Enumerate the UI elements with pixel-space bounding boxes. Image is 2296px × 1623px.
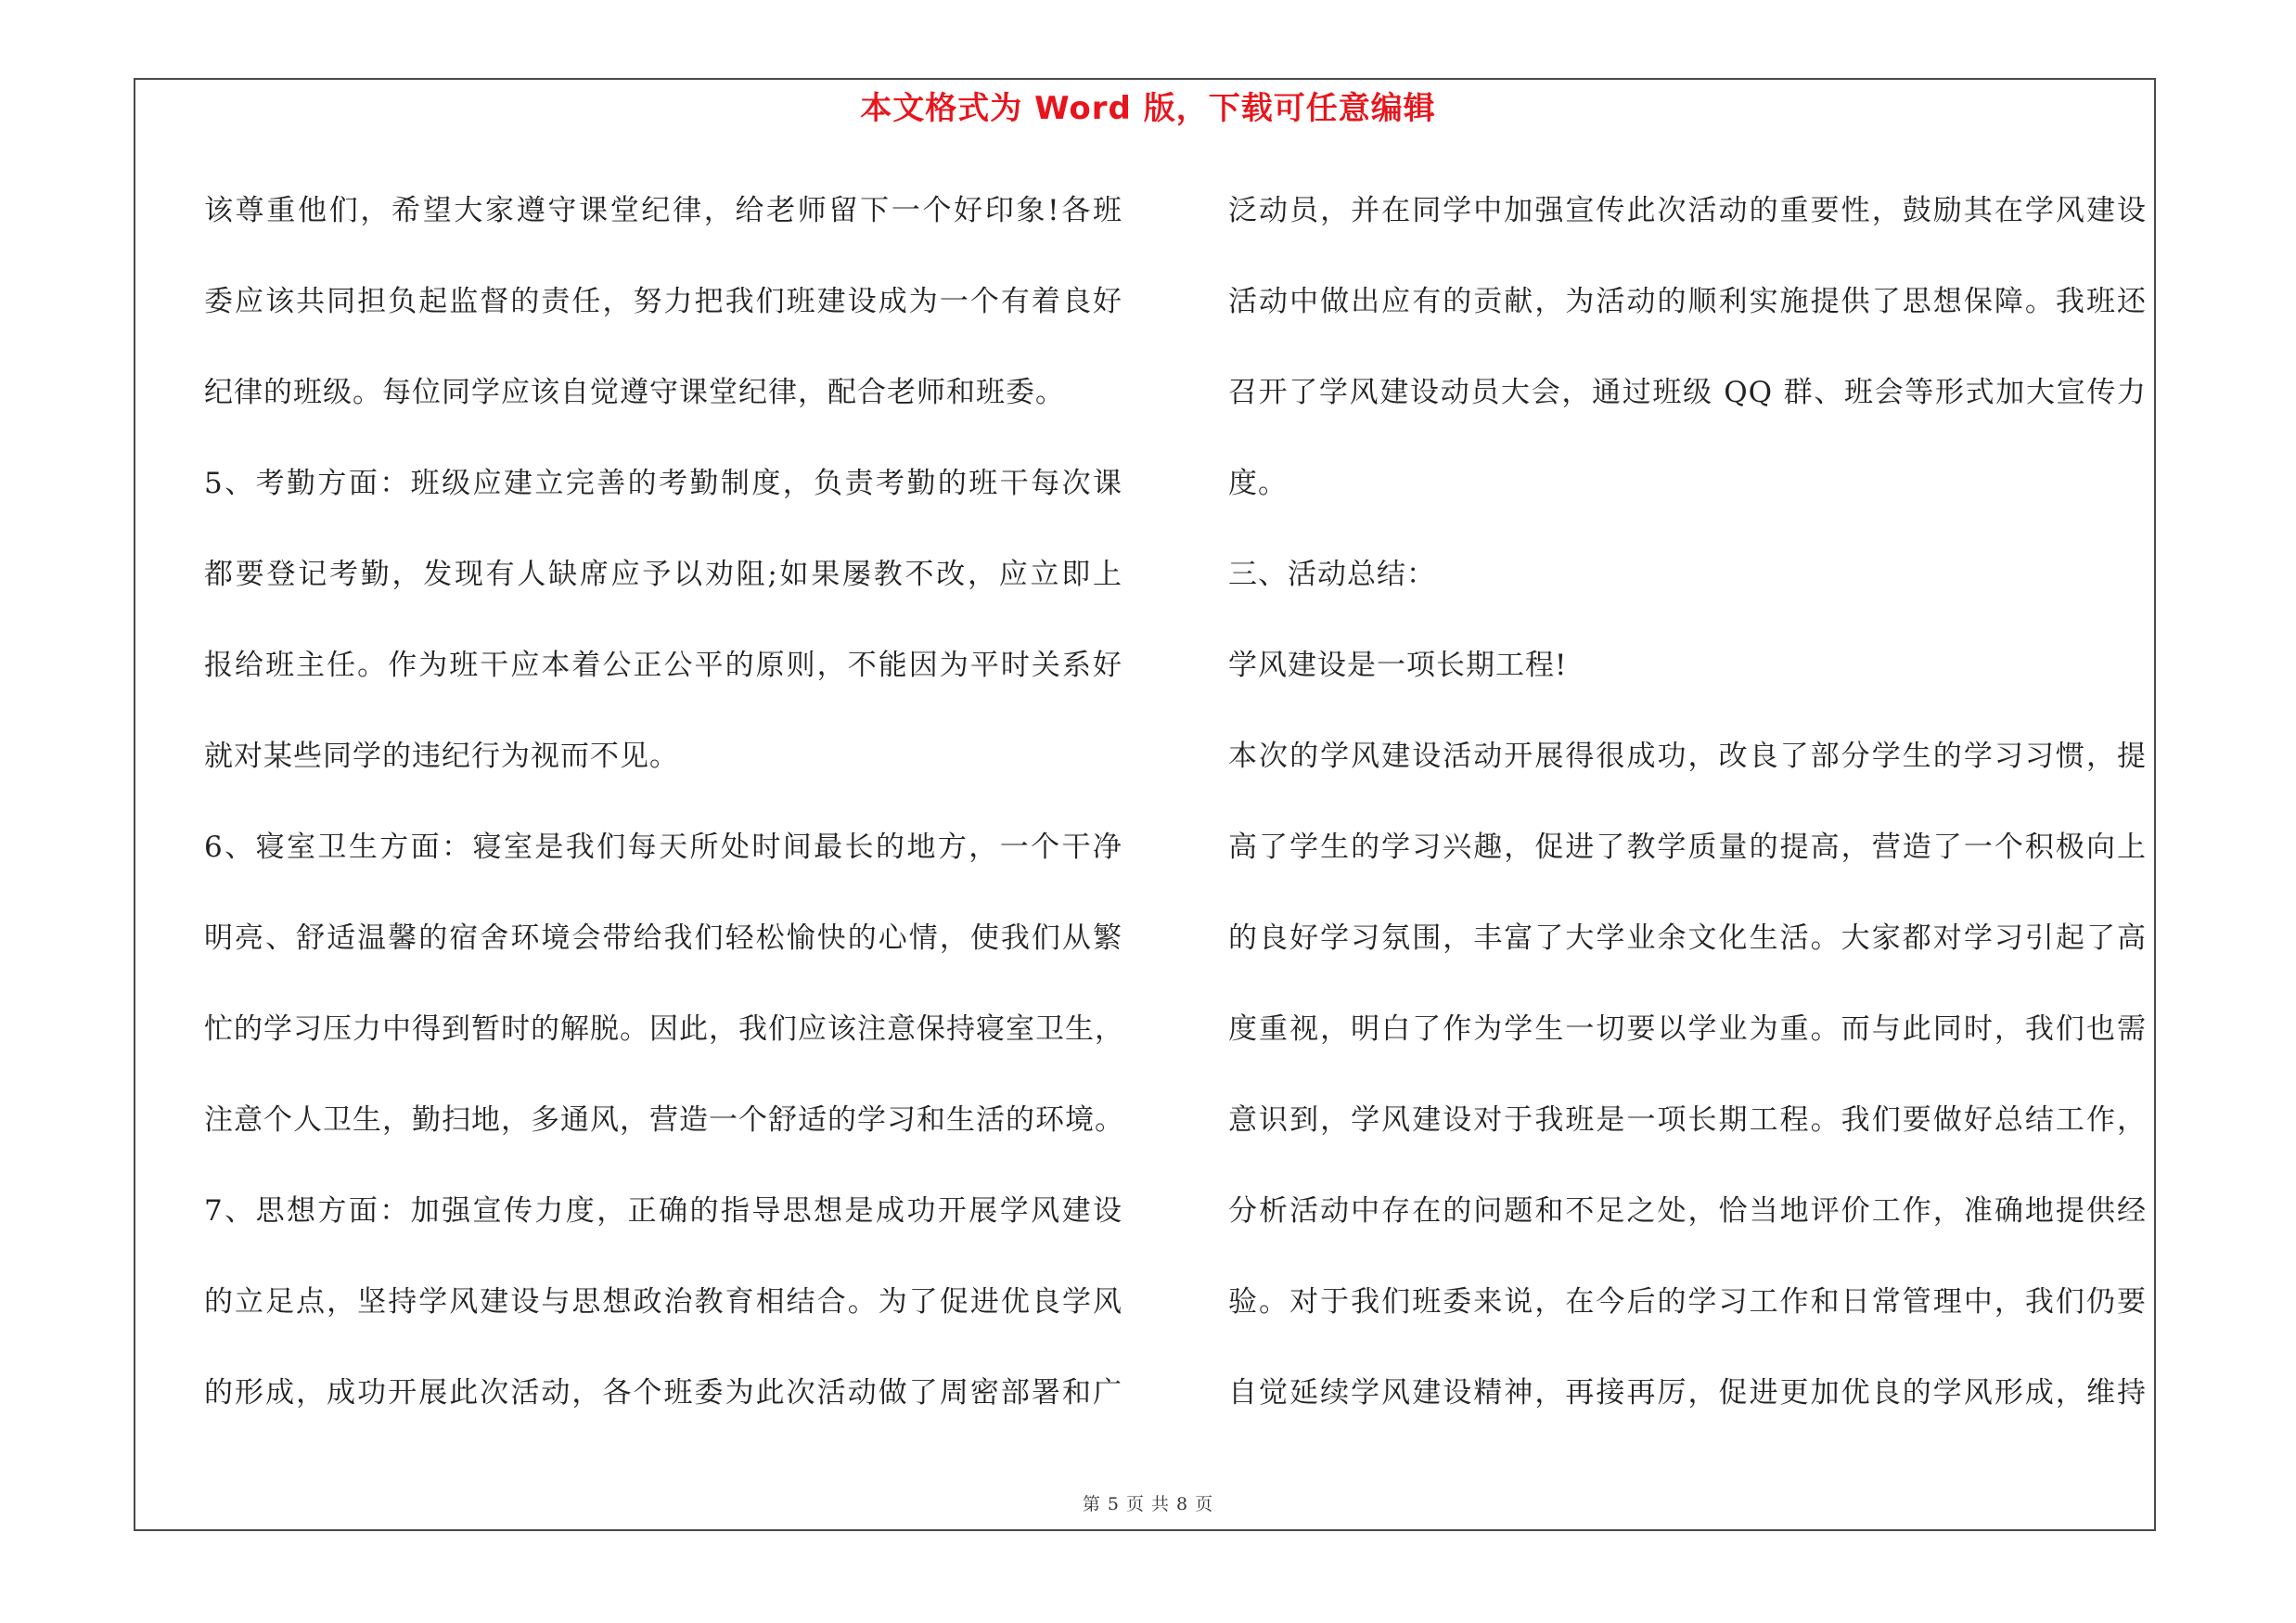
text-line: 高了学生的学习兴趣，促进了教学质量的提高，营造了一个积极向上 [1228, 831, 2147, 864]
text-line: 自觉延续学风建设精神，再接再厉，促进更加优良的学风形成，维持 [1228, 1376, 2147, 1410]
text-line: 5、考勤方面：班级应建立完善的考勤制度，负责考勤的班干每次课 [204, 467, 1122, 500]
text-line: 7、思想方面：加强宣传力度，正确的指导思想是成功开展学风建设 [204, 1194, 1122, 1228]
text-line: 报给班主任。作为班干应本着公正公平的原则，不能因为平时关系好 [204, 649, 1122, 682]
text-line: 忙的学习压力中得到暂时的解脱。因此，我们应该注意保持寝室卫生， [204, 1012, 1124, 1046]
text-line: 6、寝室卫生方面：寝室是我们每天所处时间最长的地方，一个干净 [204, 831, 1122, 864]
text-line: 该尊重他们，希望大家遵守课堂纪律，给老师留下一个好印象!各班 [204, 194, 1122, 227]
text-line: 召开了学风建设动员大会，通过班级 QQ 群、班会等形式加大宣传力 [1228, 376, 2147, 409]
document-banner: 本文格式为 Word 版，下载可任意编辑 [860, 90, 1436, 127]
text-line: 学风建设是一项长期工程! [1228, 649, 1568, 682]
text-line: 就对某些同学的违纪行为视而不见。 [204, 740, 679, 773]
text-line: 的良好学习氛围，丰富了大学业余文化生活。大家都对学习引起了高 [1228, 921, 2147, 955]
text-line: 度重视，明白了作为学生一切要以学业为重。而与此同时，我们也需 [1228, 1012, 2147, 1046]
text-line: 泛动员，并在同学中加强宣传此次活动的重要性，鼓励其在学风建设 [1228, 194, 2147, 227]
text-line: 的立足点，坚持学风建设与思想政治教育相结合。为了促进优良学风 [204, 1285, 1122, 1319]
text-line: 本次的学风建设活动开展得很成功，改良了部分学生的学习习惯，提 [1228, 740, 2147, 773]
text-line: 都要登记考勤，发现有人缺席应予以劝阻;如果屡教不改，应立即上 [204, 558, 1122, 591]
text-line: 分析活动中存在的问题和不足之处，恰当地评价工作，准确地提供经 [1228, 1194, 2147, 1228]
text-line: 的形成，成功开展此次活动，各个班委为此次活动做了周密部署和广 [204, 1376, 1122, 1410]
page-number-footer: 第 5 页 共 8 页 [1082, 1494, 1214, 1514]
text-line: 明亮、舒适温馨的宿舍环境会带给我们轻松愉快的心情，使我们从繁 [204, 921, 1122, 955]
text-line: 纪律的班级。每位同学应该自觉遵守课堂纪律，配合老师和班委。 [204, 376, 1065, 409]
text-line: 委应该共同担负起监督的责任，努力把我们班建设成为一个有着良好 [204, 285, 1122, 318]
left-text-column [204, 182, 1122, 1455]
text-line: 意识到，学风建设对于我班是一项长期工程。我们要做好总结工作， [1228, 1103, 2147, 1137]
text-line: 三、活动总结： [1228, 558, 1436, 591]
text-line: 验。对于我们班委来说，在今后的学习工作和日常管理中，我们仍要 [1228, 1285, 2147, 1319]
text-line: 度。 [1228, 467, 1288, 500]
text-line: 注意个人卫生，勤扫地，多通风，营造一个舒适的学习和生活的环境。 [204, 1103, 1124, 1137]
right-text-column [1228, 182, 2147, 1455]
text-line: 活动中做出应有的贡献，为活动的顺利实施提供了思想保障。我班还 [1228, 285, 2147, 318]
